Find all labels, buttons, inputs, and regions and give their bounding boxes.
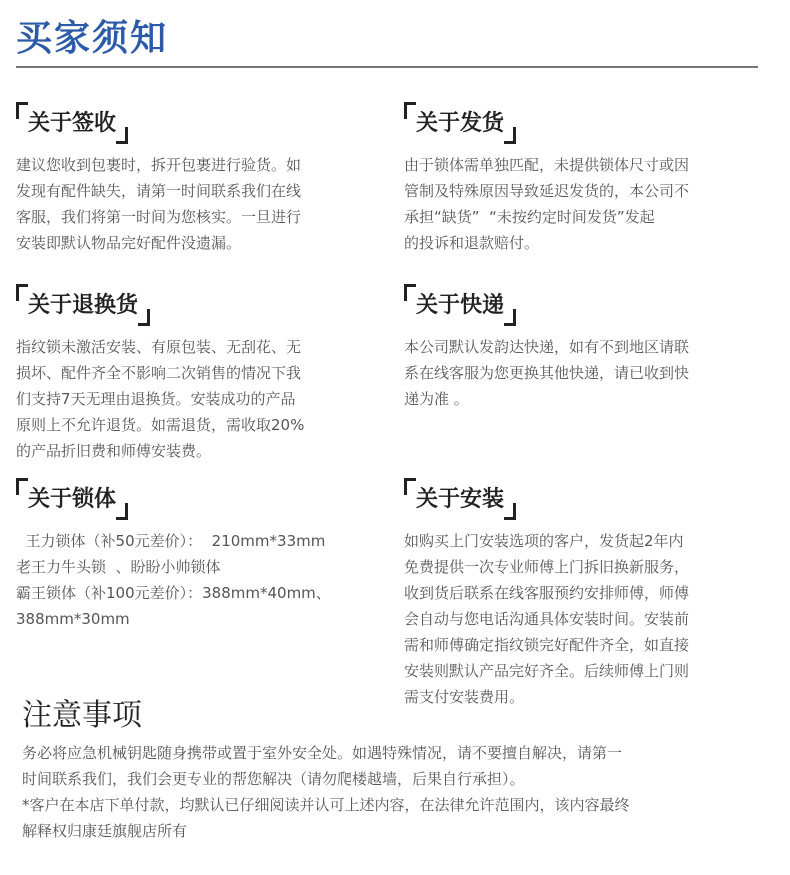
section-courier: [404, 284, 774, 412]
notice-text: 务必将应急机械钥匙随身携带或置于室外安全处。如遇特殊情况，请不要擅自解决，请第一 时间联系我们，我们会更专业的帮您解决（请勿爬楼越墙，后果自行承担）。 *客户在本店下单付款，均默认已仔细阅读并认可上述内容，在法律允许范围内，该内容最终 解释权归康廷旗舰店所有: [22, 744, 630, 840]
page-title: 买家须知: [16, 18, 169, 59]
section-heading: 关于退换货: [16, 284, 150, 326]
section-heading: 关于锁体: [16, 478, 128, 520]
section-text: 建议您收到包裹时，拆开包裹进行验货。如 发现有配件缺失，请第一时间联系我们在线 客服，我们将第一时间为您核实。一旦进行 安装即默认物品完好配件没遗漏。: [16, 156, 302, 252]
section-heading: 关于安装: [404, 478, 516, 520]
notice-title: 注意事项: [22, 698, 142, 733]
section-lock-body: [16, 478, 386, 632]
section-signing: [16, 102, 386, 256]
section-text: 由于锁体需单独匹配，未提供锁体尺寸或因 管制及特殊原因导致延迟发货的，本公司不 承担“缺货” “未按约定时间发货”发起 的投诉和退款赔付。: [404, 156, 690, 252]
section-installation: [404, 478, 774, 710]
section-returns: [16, 284, 386, 464]
section-text: 王力锁体（补50元差价）： 210mm*33mm 老王力牛头锁 、盼盼小帅锁体 霸王锁体（补100元差价）：388mm*40mm、 388mm*30mm: [16, 532, 331, 628]
title-divider: [16, 66, 758, 68]
section-heading: 关于签收: [16, 102, 128, 144]
section-heading: 关于发货: [404, 102, 516, 144]
section-text: 本公司默认发韵达快递，如有不到地区请联 系在线客服为您更换其他快递，请已收到快 递为准 。: [404, 338, 690, 408]
section-text: 指纹锁未激活安装、有原包装、无刮花、无 损坏、配件齐全不影响二次销售的情况下我 们支持7天无理由退换货。安装成功的产品 原则上不允许退货。如需退货，需收取20% 的产品折旧费和师傅安装费。: [16, 338, 305, 460]
section-text: 如购买上门安装选项的客户，发货起2年内 免费提供一次专业师傅上门拆旧换新服务， 收到货后联系在线客服预约安排师傅，师傅 会自动与您电话沟通具体安装时间。安装前 需和师傅确定指纹锁完好配件齐全，如直接 安装则默认产品完好齐全。后续师傅上门则 需支付安装费用。: [404, 532, 690, 706]
section-shipping: [404, 102, 774, 256]
section-heading: 关于快递: [404, 284, 516, 326]
